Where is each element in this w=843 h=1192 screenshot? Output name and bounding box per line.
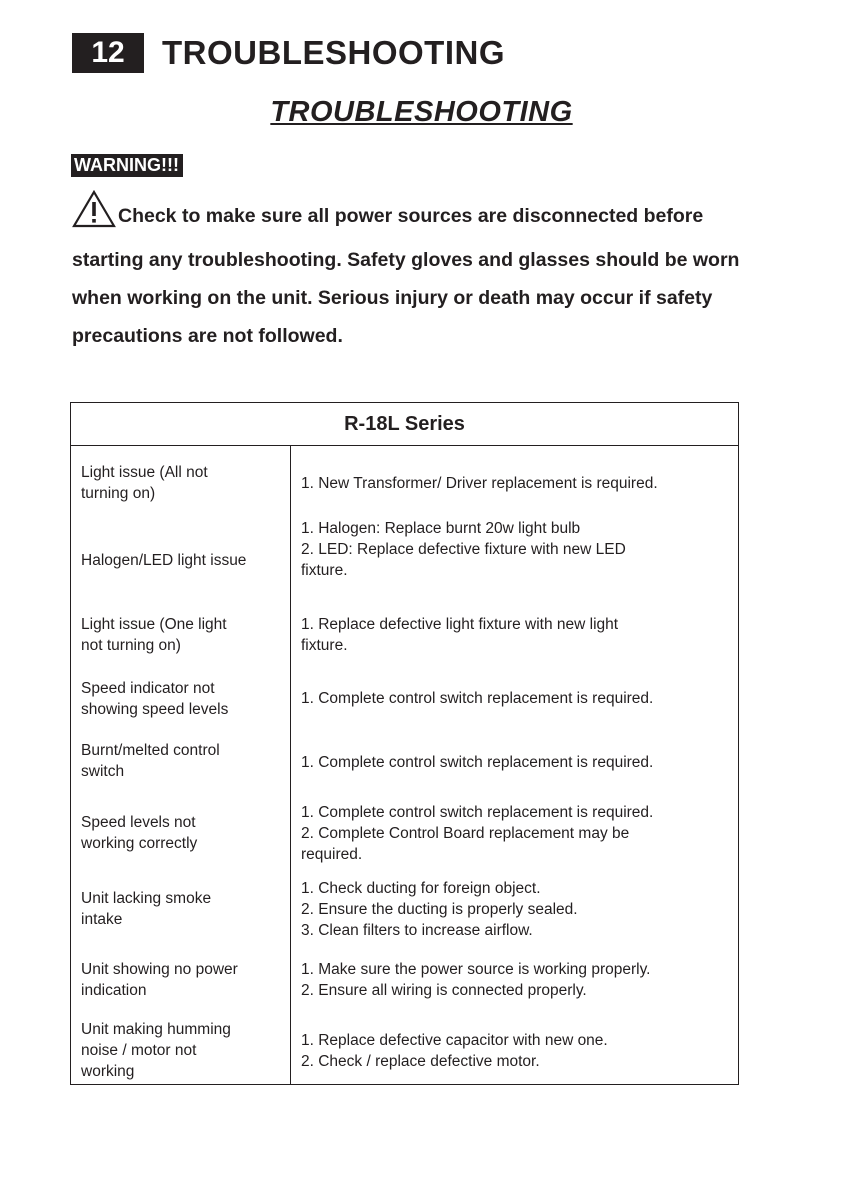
fix-line: required. <box>301 846 363 863</box>
fix-line: 1. Check ducting for foreign object. <box>301 880 541 897</box>
issue-line: Halogen/LED light issue <box>81 552 247 569</box>
fix-line: 1. Complete control switch replacement is required. <box>301 690 654 707</box>
issue-line: turning on) <box>81 485 156 502</box>
issue-line: indication <box>81 982 147 999</box>
fix-line: 1. Halogen: Replace burnt 20w light bulb <box>301 520 581 537</box>
warning-text: Check to make sure all power sources are disconnected before starting any troubleshooting. Safety gloves and glasses should be worn when working on the unit. Serious injury or death may occur if safety precautions are not followed. <box>72 205 740 347</box>
issue-line: showing speed levels <box>81 701 229 718</box>
issue-line: not turning on) <box>81 637 181 654</box>
fix-cell <box>301 802 741 865</box>
issue-cell <box>81 1019 286 1082</box>
section-number: 12 <box>72 33 144 73</box>
warning-triangle-icon <box>72 190 116 241</box>
issue-cell <box>81 550 286 571</box>
page-subtitle: TROUBLESHOOTING <box>270 96 573 128</box>
fix-cell <box>301 518 741 581</box>
fix-line: 2. LED: Replace defective fixture with new LED <box>301 541 626 558</box>
fix-cell <box>301 1030 741 1072</box>
fix-line: 2. Complete Control Board replacement may be <box>301 825 630 842</box>
issue-line: Unit lacking smoke <box>81 890 212 907</box>
series-header: R-18L Series <box>71 403 739 446</box>
section-title: TROUBLESHOOTING <box>162 34 505 71</box>
fix-line: 2. Ensure the ducting is properly sealed. <box>301 901 578 918</box>
issue-line: Unit making humming <box>81 1021 231 1038</box>
issue-line: Unit showing no power <box>81 961 238 978</box>
issue-cell <box>81 888 286 930</box>
issue-line: working <box>81 1063 135 1080</box>
fix-line: 3. Clean filters to increase airflow. <box>301 922 533 939</box>
fixes-column <box>291 446 738 1084</box>
issue-line: Speed levels not <box>81 814 196 831</box>
fix-cell <box>301 959 741 1001</box>
fix-line: 2. Check / replace defective motor. <box>301 1053 540 1070</box>
fix-cell <box>301 878 741 941</box>
issue-line: Light issue (One light <box>81 616 227 633</box>
section-header <box>72 33 505 73</box>
fix-cell <box>301 688 741 709</box>
fix-line: 1. Replace defective capacitor with new one. <box>301 1032 608 1049</box>
issue-line: working correctly <box>81 835 198 852</box>
issue-cell <box>81 462 286 504</box>
issue-line: Burnt/melted control <box>81 742 220 759</box>
fix-line: fixture. <box>301 637 348 654</box>
issue-line: Speed indicator not <box>81 680 215 697</box>
fix-line: 1. New Transformer/ Driver replacement is required. <box>301 475 658 492</box>
issue-line: intake <box>81 911 123 928</box>
warning-paragraph <box>72 190 772 355</box>
issue-line: switch <box>81 763 125 780</box>
issues-column <box>71 446 290 1084</box>
troubleshooting-table <box>70 402 739 1085</box>
fix-cell <box>301 752 741 773</box>
fix-cell <box>301 473 741 494</box>
fix-cell <box>301 614 741 656</box>
issue-cell <box>81 614 286 656</box>
warning-badge: WARNING!!! <box>71 154 183 177</box>
issue-cell <box>81 678 286 720</box>
fix-line: 1. Complete control switch replacement is required. <box>301 754 654 771</box>
fix-line: 1. Make sure the power source is working properly. <box>301 961 651 978</box>
issue-line: noise / motor not <box>81 1042 197 1059</box>
issue-cell <box>81 740 286 782</box>
fix-line: fixture. <box>301 562 348 579</box>
fix-line: 2. Ensure all wiring is connected properly. <box>301 982 587 999</box>
issue-cell <box>81 959 286 1001</box>
fix-line: 1. Replace defective light fixture with new light <box>301 616 619 633</box>
fix-line: 1. Complete control switch replacement is required. <box>301 804 654 821</box>
issue-line: Light issue (All not <box>81 464 208 481</box>
issue-cell <box>81 812 286 854</box>
